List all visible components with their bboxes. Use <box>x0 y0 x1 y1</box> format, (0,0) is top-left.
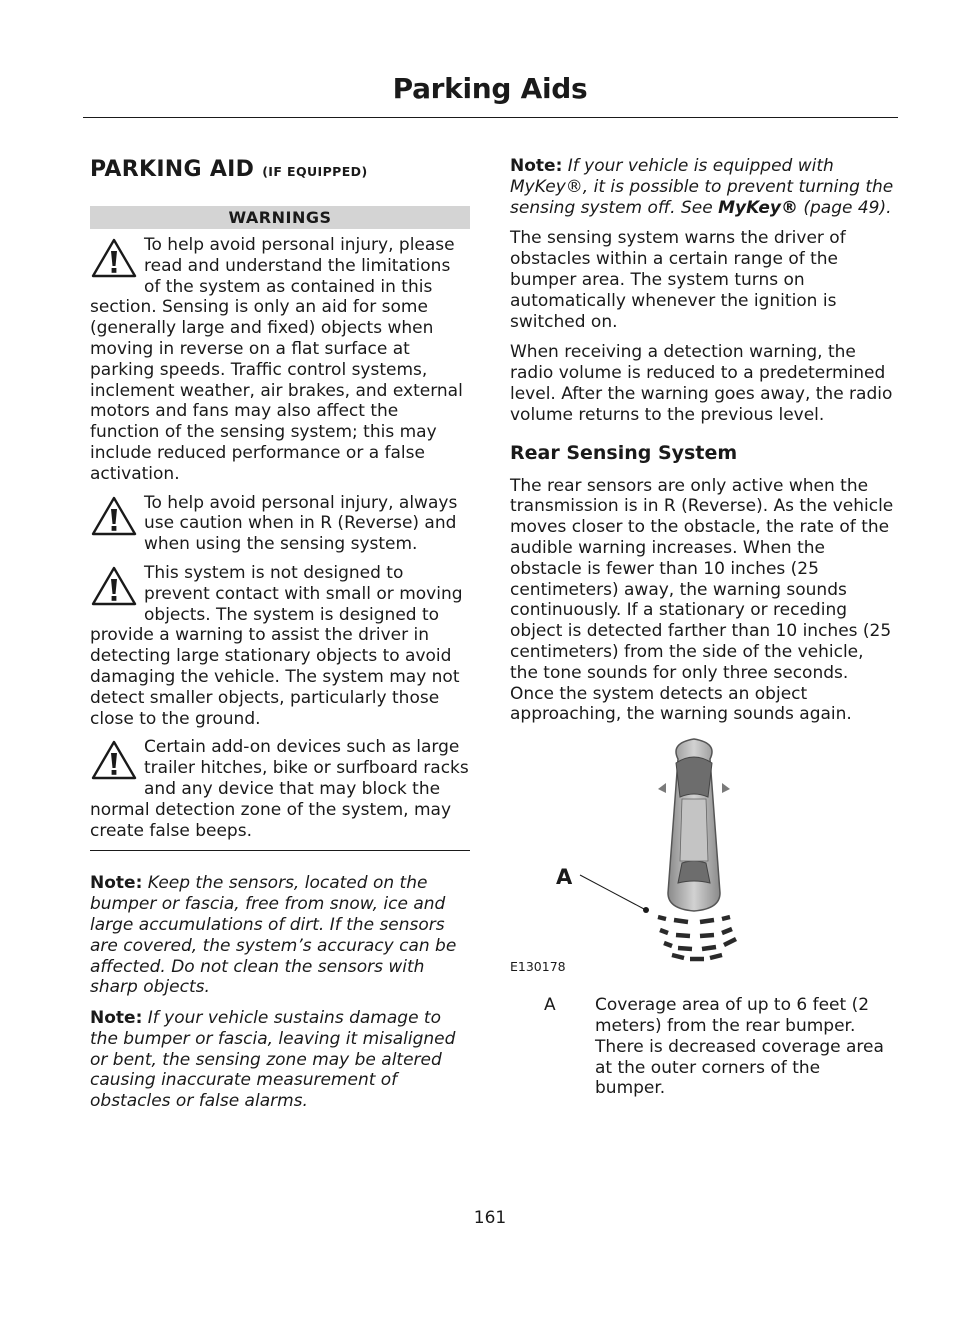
warning-block <box>90 737 470 841</box>
warnings-divider <box>90 850 470 851</box>
page-title: Parking Aids <box>392 72 588 105</box>
warning-triangle-icon <box>90 739 140 783</box>
note-text: Keep the sensors, located on the bumper or fascia, free from snow, ice and large accumulations of dirt. If the sensors are covered, the system’s accuracy can be affected. Do not clean the sensors with sharp objects. <box>90 873 457 998</box>
body-paragraph: The sensing system warns the driver of obstacles within a certain range of the bumper area. The system turns on automatically whenever the ignition is switched on. <box>510 228 846 332</box>
title-rule <box>83 117 898 118</box>
car-coverage-illustration <box>510 733 895 973</box>
note-paragraph <box>90 1008 470 1112</box>
figure-legend <box>510 995 895 1099</box>
callout-leader <box>580 875 649 913</box>
warning-block <box>90 493 470 555</box>
left-column <box>90 155 470 1112</box>
rear-sensor-figure <box>510 733 895 973</box>
warning-text: To help avoid personal injury, always use caution when in R (Reverse) and when using the sensing system. <box>144 492 458 555</box>
subheading-rear-sensing: Rear Sensing System <box>510 441 738 464</box>
note-label: Note: <box>510 156 563 176</box>
legend-description: Coverage area of up to 6 feet (2 meters) from the rear bumper. There is decreased coverage area at the outer corners of the bumper. <box>595 995 884 1099</box>
figure-callout-label: A <box>556 865 573 890</box>
warning-triangle-icon <box>90 237 140 281</box>
section-heading-text: PARKING AID <box>90 157 255 182</box>
rear-sensing-paragraph: The rear sensors are only active when the transmission is in R (Reverse). As the vehicle moves closer to the obstacle, the rate of the audible warning increases. When the obstacle is fewer than 10 inches (25 centimeters) away, the warning sounds continuously. If a stationary or receding object is detected farther than 10 inches (25 centimeters) from the side of the vehicle, the tone sounds for only three seconds. Once the system detects an object approaching, the warning sounds again. <box>510 475 894 725</box>
page-number: 161 <box>473 1208 507 1228</box>
note-paragraph <box>90 873 470 998</box>
page-reference: (page 49). <box>797 197 892 218</box>
cross-reference-link[interactable]: MyKey® <box>718 197 798 218</box>
section-heading-qualifier: (IF EQUIPPED) <box>262 164 368 179</box>
warning-text: Certain add-on devices such as large trailer hitches, bike or surfboard racks and any device that may block the normal detection zone of the system, may create false beeps. <box>90 737 469 841</box>
body-paragraph: When receiving a detection warning, the radio volume is reduced to a predetermined level. After the warning goes away, the radio volume returns to the previous level. <box>510 342 893 425</box>
warning-text: This system is not designed to prevent contact with small or moving objects. The system is designed to provide a warning to assist the driver in detecting large stationary objects to avoid damaging the vehicle. The system may not detect smaller objects, particularly those close to the ground. <box>90 562 463 729</box>
warnings-header: WARNINGS <box>90 206 470 229</box>
section-heading <box>90 157 470 182</box>
warning-block <box>90 563 470 729</box>
legend-key: A <box>544 995 556 1016</box>
warning-block <box>90 235 470 485</box>
note-label: Note: <box>90 873 143 894</box>
note-text: If your vehicle sustains damage to the bumper or fascia, leaving it misaligned or bent, the sensing zone may be altered causing inaccurate measurement of obstacles or false alarms. <box>90 1008 456 1112</box>
sensor-coverage-arcs <box>658 917 736 959</box>
note-text: If your vehicle is equipped with MyKey®, it is possible to prevent turning the sensing system off. See <box>510 156 894 218</box>
car-top-view-icon <box>658 739 730 911</box>
right-column <box>510 156 895 1099</box>
warning-text: To help avoid personal injury, please read and understand the limitations of the system as contained in this section. Sensing is only an aid for some (generally large and fixed) objects when moving in reverse on a flat surface at parking speeds. Traffic control systems, inclement weather, air brakes, and external motors and fans may also affect the function of the sensing system; this may include reduced performance or a false activation. <box>90 235 463 484</box>
warning-triangle-icon <box>90 565 140 609</box>
note-label: Note: <box>90 1008 143 1029</box>
warning-triangle-icon <box>90 495 140 539</box>
figure-id: E130178 <box>510 959 566 975</box>
note-paragraph <box>510 156 895 218</box>
